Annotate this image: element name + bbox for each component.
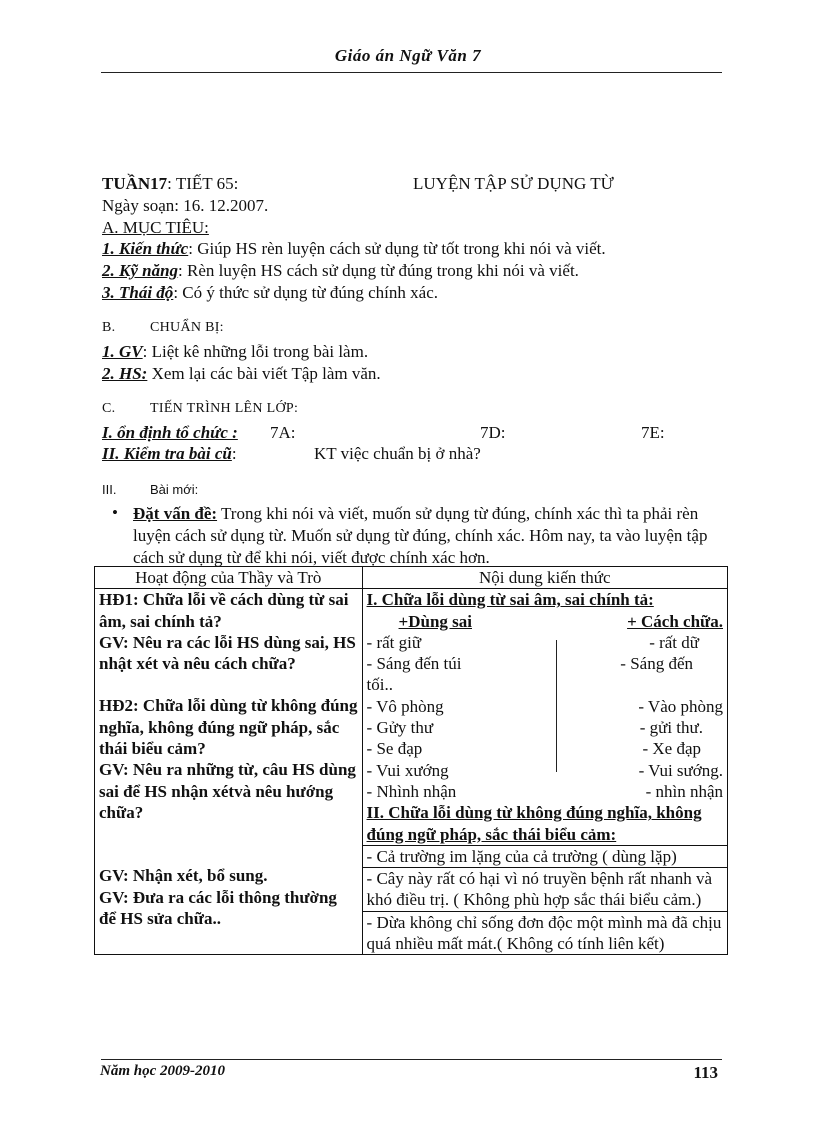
- teacher-student-activities: [95, 589, 363, 955]
- correct-usage: - Xe đạp: [642, 739, 701, 759]
- objective-label: 2. Kỹ năng: [102, 261, 179, 280]
- activity-block: GV: Nêu ra các lỗi HS dùng sai, HS nhật xét và nêu cách chữa?: [99, 632, 356, 674]
- org-label: I. ổn định tổ chức :: [102, 423, 238, 442]
- header-rule: [101, 72, 722, 73]
- wrong-usage: - Se đạp: [366, 739, 423, 759]
- sentence-item: - Cây này rất có hại vì nó truyền bệnh rất nhanh và khó điều trị. ( Không phù hợp sắc thái biểu cảm.): [363, 867, 727, 911]
- bullet-icon: •: [112, 503, 118, 522]
- wrong-usage: - Sáng đến túi: [366, 654, 462, 674]
- table-header-cell: Hoạt động của Thầy và Trò: [95, 567, 363, 589]
- school-year: Năm học 2009-2010: [100, 1063, 225, 1079]
- objective-item: [102, 239, 606, 259]
- class-7e: 7E:: [641, 423, 665, 442]
- pair-row: [367, 760, 723, 781]
- pair-row: [367, 653, 723, 674]
- table-header-cell: Nội dung kiến thức: [362, 567, 727, 589]
- wrong-usage: tối..: [366, 675, 393, 695]
- pair-row: [367, 674, 723, 695]
- pair-row: [367, 781, 723, 802]
- wrong-usage: - Vui xướng: [366, 760, 449, 780]
- activity-block: GV: Nêu ra những từ, câu HS dùng sai để HS nhận xétvà nêu hướng chữa?: [99, 760, 356, 822]
- activity-block: HĐ1: Chữa lỗi về cách dùng từ sai âm, sai chính tả?: [99, 590, 349, 631]
- objective-text: : Rèn luyện HS cách sử dụng từ đúng trong khi nói và viết.: [178, 261, 579, 280]
- period-label: : TIẾT 65:: [167, 174, 239, 193]
- class-7a: 7A:: [270, 423, 296, 442]
- correct-usage: - nhìn nhận: [645, 781, 723, 801]
- section-a-heading: A. MỤC TIÊU:: [102, 218, 209, 237]
- pair-row: [367, 632, 723, 653]
- objective-item: [102, 261, 579, 281]
- intro-label: Đặt vấn đề:: [133, 504, 218, 523]
- correct-usage: - Vui sướng.: [638, 760, 723, 780]
- correct-usage: - gửi thư.: [639, 718, 703, 738]
- wrong-usage: - Gửy thư: [366, 718, 434, 738]
- page-number: 113: [693, 1063, 718, 1082]
- section-new-heading: Bài mới:: [150, 482, 199, 497]
- footer-rule: [101, 1059, 722, 1060]
- prep-date: Ngày soạn: 16. 12.2007.: [102, 196, 269, 215]
- wrong-header: +Dùng sai: [398, 611, 472, 631]
- part1-title: I. Chữa lỗi dùng từ sai âm, sai chính tả:: [366, 590, 654, 610]
- pair-row: [367, 738, 723, 759]
- pair-header-row: [367, 611, 723, 632]
- prep-label: 2. HS:: [102, 364, 148, 383]
- part2-title: II. Chữa lỗi dùng từ không đúng nghĩa, không đúng ngữ pháp, sắc thái biểu cảm:: [366, 803, 702, 844]
- pair-row: [367, 696, 723, 717]
- objective-label: 1. Kiến thức: [102, 239, 189, 258]
- prep-item: [102, 364, 381, 384]
- section-c-marker: C.: [102, 401, 116, 416]
- pair-row: [367, 717, 723, 738]
- check-text: KT việc chuẩn bị ở nhà?: [314, 444, 481, 463]
- objective-text: : Giúp HS rèn luyện cách sử dụng từ tốt trong khi nói và viết.: [188, 239, 606, 258]
- wrong-usage: - Vô phòng: [366, 696, 444, 716]
- column-divider: [556, 640, 557, 772]
- lesson-table: [94, 566, 728, 955]
- objective-label: 3. Thái độ: [102, 283, 174, 302]
- running-header-title: Giáo án Ngữ Văn 7: [334, 46, 482, 65]
- lesson-title: LUYỆN TẬP SỬ DỤNG TỪ: [413, 174, 614, 193]
- prep-item: [102, 342, 368, 362]
- intro-text: Trong khi nói và viết, muốn sử dụng từ đúng, chính xác thì ta phải rèn luyện cách sử dụng từ. Muốn sử dụng từ đúng, chính xác. Hôm nay, ta vào luyện tập cách sử dụng từ để khi nói, viết được chính xác hơn.: [133, 504, 708, 567]
- section-b-marker: B.: [102, 320, 116, 335]
- activity-block: GV: Đưa ra các lỗi thông thường để HS sửa chữa..: [99, 887, 337, 928]
- knowledge-content: [362, 589, 727, 955]
- check-colon: :: [231, 444, 237, 463]
- objective-text: : Có ý thức sử dụng từ đúng chính xác.: [173, 283, 438, 302]
- sentence-item: - Cả trường im lặng của cả trường ( dùng lặp): [363, 845, 727, 867]
- section-new-marker: III.: [102, 482, 117, 497]
- wrong-usage: - rất giữ: [366, 632, 422, 652]
- right-header: + Cách chữa.: [627, 611, 723, 631]
- prep-text: : Liệt kê những lỗi trong bài làm.: [142, 342, 369, 361]
- correct-usage: - Vào phòng: [638, 696, 723, 716]
- week-label: TUẦN17: [102, 174, 168, 193]
- prep-label: 1. GV: [102, 342, 143, 361]
- class-7d: 7D:: [480, 423, 506, 442]
- activity-block: HĐ2: Chữa lỗi dùng từ không đúng nghĩa, không đúng ngữ pháp, sắc thái biểu cảm?: [99, 696, 358, 759]
- check-label: II. Kiểm tra bài cũ: [102, 444, 232, 463]
- table-header-row: [95, 567, 728, 589]
- intro-paragraph: [133, 503, 721, 569]
- objective-item: [102, 283, 438, 303]
- section-b-heading: CHUẨN BỊ:: [150, 320, 224, 335]
- prep-text: Xem lại các bài viết Tập làm văn.: [147, 364, 381, 383]
- correct-usage: - Sáng đến: [620, 654, 693, 674]
- sentence-item: - Dừa không chỉ sống đơn độc một mình mà đã chịu quá nhiều mất mát.( Không có tính liên kết): [363, 911, 727, 955]
- wrong-usage: - Nhình nhận: [366, 781, 457, 801]
- section-c-heading: TIẾN TRÌNH LÊN LỚP:: [150, 401, 299, 416]
- table-row: [95, 589, 728, 955]
- week-period: [102, 174, 238, 194]
- activity-block: GV: Nhận xét, bổ sung.: [99, 866, 268, 886]
- correct-usage: - rất dữ: [649, 632, 699, 652]
- check-line: [102, 444, 237, 464]
